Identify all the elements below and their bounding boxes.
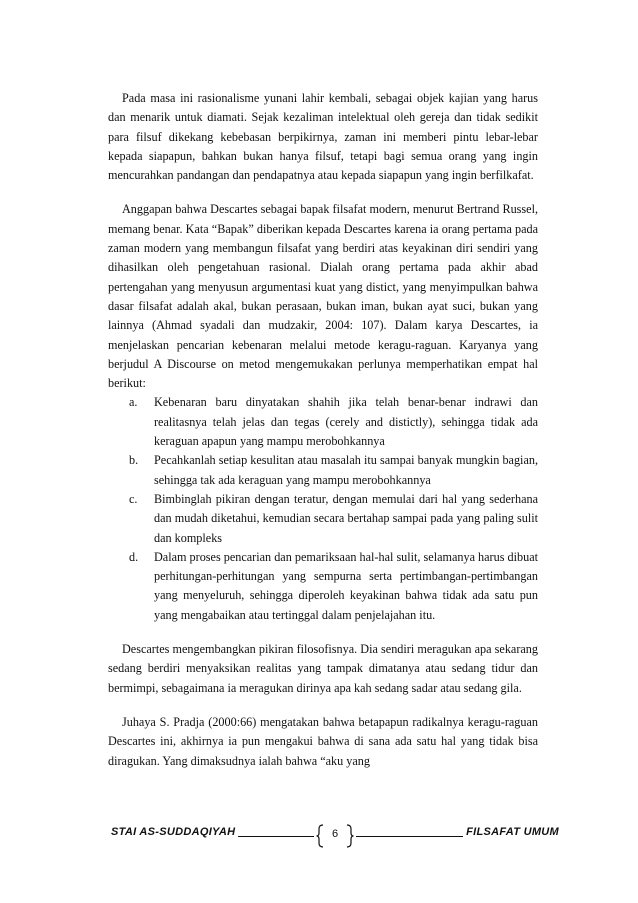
body-text bbox=[108, 89, 538, 771]
footer-course: FILSAFAT UMUM bbox=[463, 826, 562, 838]
list-item bbox=[108, 393, 538, 451]
paragraph-keraguan: Descartes mengembangkan pikiran filosofisnya. Dia sendiri meragukan apa sekarang sedang berdiri menyaksikan realitas yang tampak dimatanya atau sedang tidur dan bermimpi, sebagaimana ia meragukan dirinya apa kah sedang sadar atau sedang gila. bbox=[108, 642, 538, 695]
list-marker: c. bbox=[129, 491, 138, 506]
list-marker: a. bbox=[129, 395, 138, 410]
list-item-text: Dalam proses pencarian dan pemariksaan hal-hal sulit, selamanya harus dibuat perhitungan-perhitungan yang sempurna serta pertimbangan-pertimbangan yang menyeluruh, sehingga diperoleh keyakinan bahwa tidak ada satu pun yang mengabaikan atau tertinggal dalam penjelajahan itu. bbox=[154, 549, 538, 622]
page-footer bbox=[108, 824, 562, 850]
list-item bbox=[108, 490, 538, 548]
paragraph-rasionalisme: Pada masa ini rasionalisme yunani lahir kembali, sebagai objek kajian yang harus dan menarik untuk diamati. Sejak kezaliman intelektual oleh gereja dan tidak sedikit para filsuf dikekang kebebasan berpikirnya, zaman ini memberi pintu lebar-lebar kepada siapapun, bahkan bukan hanya filsuf, tetapi bagi semua orang yang ingin mencurahkan pandangan dan pendapatnya atau kepada siapapun yang ingin berfilkafat. bbox=[108, 91, 538, 183]
list-marker: d. bbox=[129, 549, 139, 564]
paragraph-descartes: Anggapan bahwa Descartes sebagai bapak filsafat modern, menurut Bertrand Russel, memang benar. Kata “Bapak” diberikan kepada Descartes karena ia orang pertama pada zaman modern yang membangun filsafat yang berdiri atas keyakinan diri sendiri yang dihasilkan oleh pengetahuan rasional. Dialah orang pertama pada akhir abad pertengahan yang menyusun argumentasi kuat yang distict, yang menyimpulkan bahwa dasar filsafat adalah akal, bukan perasaan, bukan iman, bukan ayat suci, bukan yang lainnya (Ahmad syadali dan mudzakir, 2004: 107). Dalam karya Descartes, ia menjelaskan pencarian kebenaran melalui metode keragu-raguan. Karyanya yang berjudul A Discourse on metod mengemukakan perlunya memperhatikan empat hal berikut: bbox=[108, 202, 538, 391]
list-item-text: Pecahkanlah setiap kesulitan atau masalah itu sampai banyak mungkin bagian, sehingga tak ada keraguan yang mampu merobohkannya bbox=[154, 453, 538, 487]
list-marker: b. bbox=[129, 453, 139, 468]
list-item-text: Kebenaran baru dinyatakan shahih jika telah benar-benar indrawi dan realitasnya telah jelas dan tegas (cerely and distictly), sehingga tidak ada keraguan apapun yang mampu merobohkannya bbox=[154, 395, 538, 449]
list-item bbox=[108, 548, 538, 625]
method-list bbox=[108, 393, 538, 625]
footer-institution: STAI AS-SUDDAQIYAH bbox=[108, 826, 238, 838]
left-brace-icon bbox=[316, 824, 324, 848]
right-brace-icon bbox=[346, 824, 354, 848]
list-item-text: Bimbinglah pikiran dengan teratur, dengan memulai dari hal yang sederhana dan mudah diketahui, kemudian secara bertahap sampai pada yang paling sulit dan kompleks bbox=[154, 491, 538, 545]
paragraph-juhaya: Juhaya S. Pradja (2000:66) mengatakan bahwa betapapun radikalnya keragu-raguan Descartes ini, akhirnya ia pun mengakui bahwa di sana ada satu hal yang tidak bisa diragukan. Yang dimaksudnya ialah bahwa “aku yang bbox=[108, 714, 538, 768]
list-item bbox=[108, 451, 538, 490]
page-number: 6 bbox=[331, 828, 339, 840]
